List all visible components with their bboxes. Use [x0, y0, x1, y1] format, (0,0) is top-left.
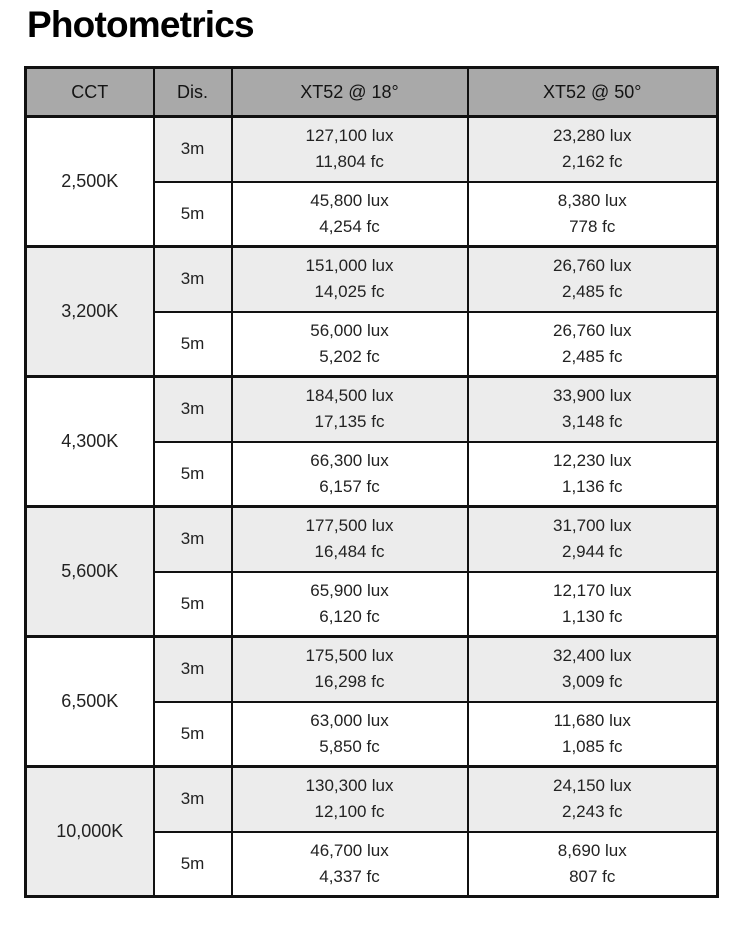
value-cell-50: [468, 767, 718, 832]
group-10000k: [26, 767, 718, 897]
header-dis: Dis.: [154, 68, 232, 117]
cct-cell: 3,200K: [26, 247, 154, 377]
cct-cell: 5,600K: [26, 507, 154, 637]
fc-value: 1,136 fc: [562, 476, 623, 496]
value-cell-50: [468, 247, 718, 312]
group-3200k: [26, 247, 718, 377]
cct-cell: 4,300K: [26, 377, 154, 507]
table-row: [26, 377, 718, 442]
distance-cell: 3m: [154, 767, 232, 832]
lux-value: 130,300 lux: [305, 776, 394, 796]
value-cell-18: [232, 247, 468, 312]
distance-cell: 5m: [154, 312, 232, 377]
distance-cell: 3m: [154, 377, 232, 442]
lux-value: 63,000 lux: [310, 710, 389, 730]
distance-cell: 3m: [154, 507, 232, 572]
value-cell-18: [232, 572, 468, 637]
fc-value: 17,135 fc: [314, 412, 385, 432]
group-4300k: [26, 377, 718, 507]
group-6500k: [26, 637, 718, 767]
table-row: [26, 507, 718, 572]
lux-value: 151,000 lux: [305, 256, 394, 276]
distance-cell: 5m: [154, 832, 232, 897]
lux-value: 32,400 lux: [553, 646, 632, 666]
lux-value: 24,150 lux: [553, 776, 632, 796]
distance-cell: 3m: [154, 247, 232, 312]
distance-cell: 5m: [154, 702, 232, 767]
value-cell-50: [468, 117, 718, 182]
lux-value: 127,100 lux: [305, 126, 394, 146]
fc-value: 2,485 fc: [562, 346, 623, 366]
lux-value: 45,800 lux: [310, 190, 389, 210]
cct-cell: 10,000K: [26, 767, 154, 897]
fc-value: 14,025 fc: [314, 282, 385, 302]
fc-value: 12,100 fc: [314, 802, 385, 822]
value-cell-18: [232, 182, 468, 247]
table-row: [26, 247, 718, 312]
lux-value: 66,300 lux: [310, 450, 389, 470]
value-cell-18: [232, 442, 468, 507]
fc-value: 3,009 fc: [562, 672, 623, 692]
fc-value: 2,162 fc: [562, 152, 623, 172]
lux-value: 65,900 lux: [310, 580, 389, 600]
lux-value: 12,230 lux: [553, 450, 632, 470]
fc-value: 3,148 fc: [562, 412, 623, 432]
header-xt52-50: XT52 @ 50°: [468, 68, 718, 117]
fc-value: 2,485 fc: [562, 282, 623, 302]
fc-value: 778 fc: [569, 216, 616, 236]
fc-value: 1,085 fc: [562, 736, 623, 756]
fc-value: 1,130 fc: [562, 606, 623, 626]
value-cell-50: [468, 572, 718, 637]
lux-value: 8,690 lux: [557, 840, 627, 860]
value-cell-18: [232, 377, 468, 442]
group-2500k: [26, 117, 718, 247]
lux-value: 56,000 lux: [310, 320, 389, 340]
lux-value: 8,380 lux: [557, 190, 627, 210]
fc-value: 6,157 fc: [319, 476, 380, 496]
header-cct: CCT: [26, 68, 154, 117]
value-cell-50: [468, 637, 718, 702]
lux-value: 12,170 lux: [553, 580, 632, 600]
value-cell-18: [232, 507, 468, 572]
fc-value: 807 fc: [569, 866, 616, 886]
fc-value: 2,944 fc: [562, 542, 623, 562]
lux-value: 26,760 lux: [553, 320, 632, 340]
group-5600k: [26, 507, 718, 637]
fc-value: 4,337 fc: [319, 866, 380, 886]
fc-value: 16,298 fc: [314, 672, 385, 692]
fc-value: 5,850 fc: [319, 736, 380, 756]
lux-value: 31,700 lux: [553, 516, 632, 536]
value-cell-50: [468, 507, 718, 572]
value-cell-18: [232, 312, 468, 377]
value-cell-50: [468, 377, 718, 442]
fc-value: 5,202 fc: [319, 346, 380, 366]
cct-cell: 6,500K: [26, 637, 154, 767]
value-cell-50: [468, 442, 718, 507]
table-row: [26, 637, 718, 702]
table-row: [26, 767, 718, 832]
value-cell-18: [232, 117, 468, 182]
table-row: [26, 117, 718, 182]
lux-value: 33,900 lux: [553, 386, 632, 406]
lux-value: 177,500 lux: [305, 516, 394, 536]
value-cell-50: [468, 312, 718, 377]
photometrics-table: [24, 66, 719, 898]
page-title: Photometrics: [27, 4, 254, 45]
value-cell-18: [232, 767, 468, 832]
value-cell-18: [232, 832, 468, 897]
fc-value: 16,484 fc: [314, 542, 385, 562]
value-cell-50: [468, 182, 718, 247]
distance-cell: 3m: [154, 637, 232, 702]
distance-cell: 5m: [154, 442, 232, 507]
lux-value: 26,760 lux: [553, 256, 632, 276]
distance-cell: 5m: [154, 182, 232, 247]
cct-cell: 2,500K: [26, 117, 154, 247]
lux-value: 184,500 lux: [305, 386, 394, 406]
lux-value: 46,700 lux: [310, 840, 389, 860]
value-cell-50: [468, 832, 718, 897]
lux-value: 175,500 lux: [305, 646, 394, 666]
fc-value: 2,243 fc: [562, 802, 623, 822]
value-cell-18: [232, 702, 468, 767]
fc-value: 11,804 fc: [315, 152, 384, 172]
value-cell-18: [232, 637, 468, 702]
fc-value: 6,120 fc: [319, 606, 380, 626]
header-xt52-18: XT52 @ 18°: [232, 68, 468, 117]
distance-cell: 5m: [154, 572, 232, 637]
header-row: [26, 68, 718, 117]
lux-value: 11,680 lux: [553, 710, 631, 730]
table-header: [26, 68, 718, 117]
value-cell-50: [468, 702, 718, 767]
distance-cell: 3m: [154, 117, 232, 182]
lux-value: 23,280 lux: [553, 126, 632, 146]
fc-value: 4,254 fc: [319, 216, 380, 236]
